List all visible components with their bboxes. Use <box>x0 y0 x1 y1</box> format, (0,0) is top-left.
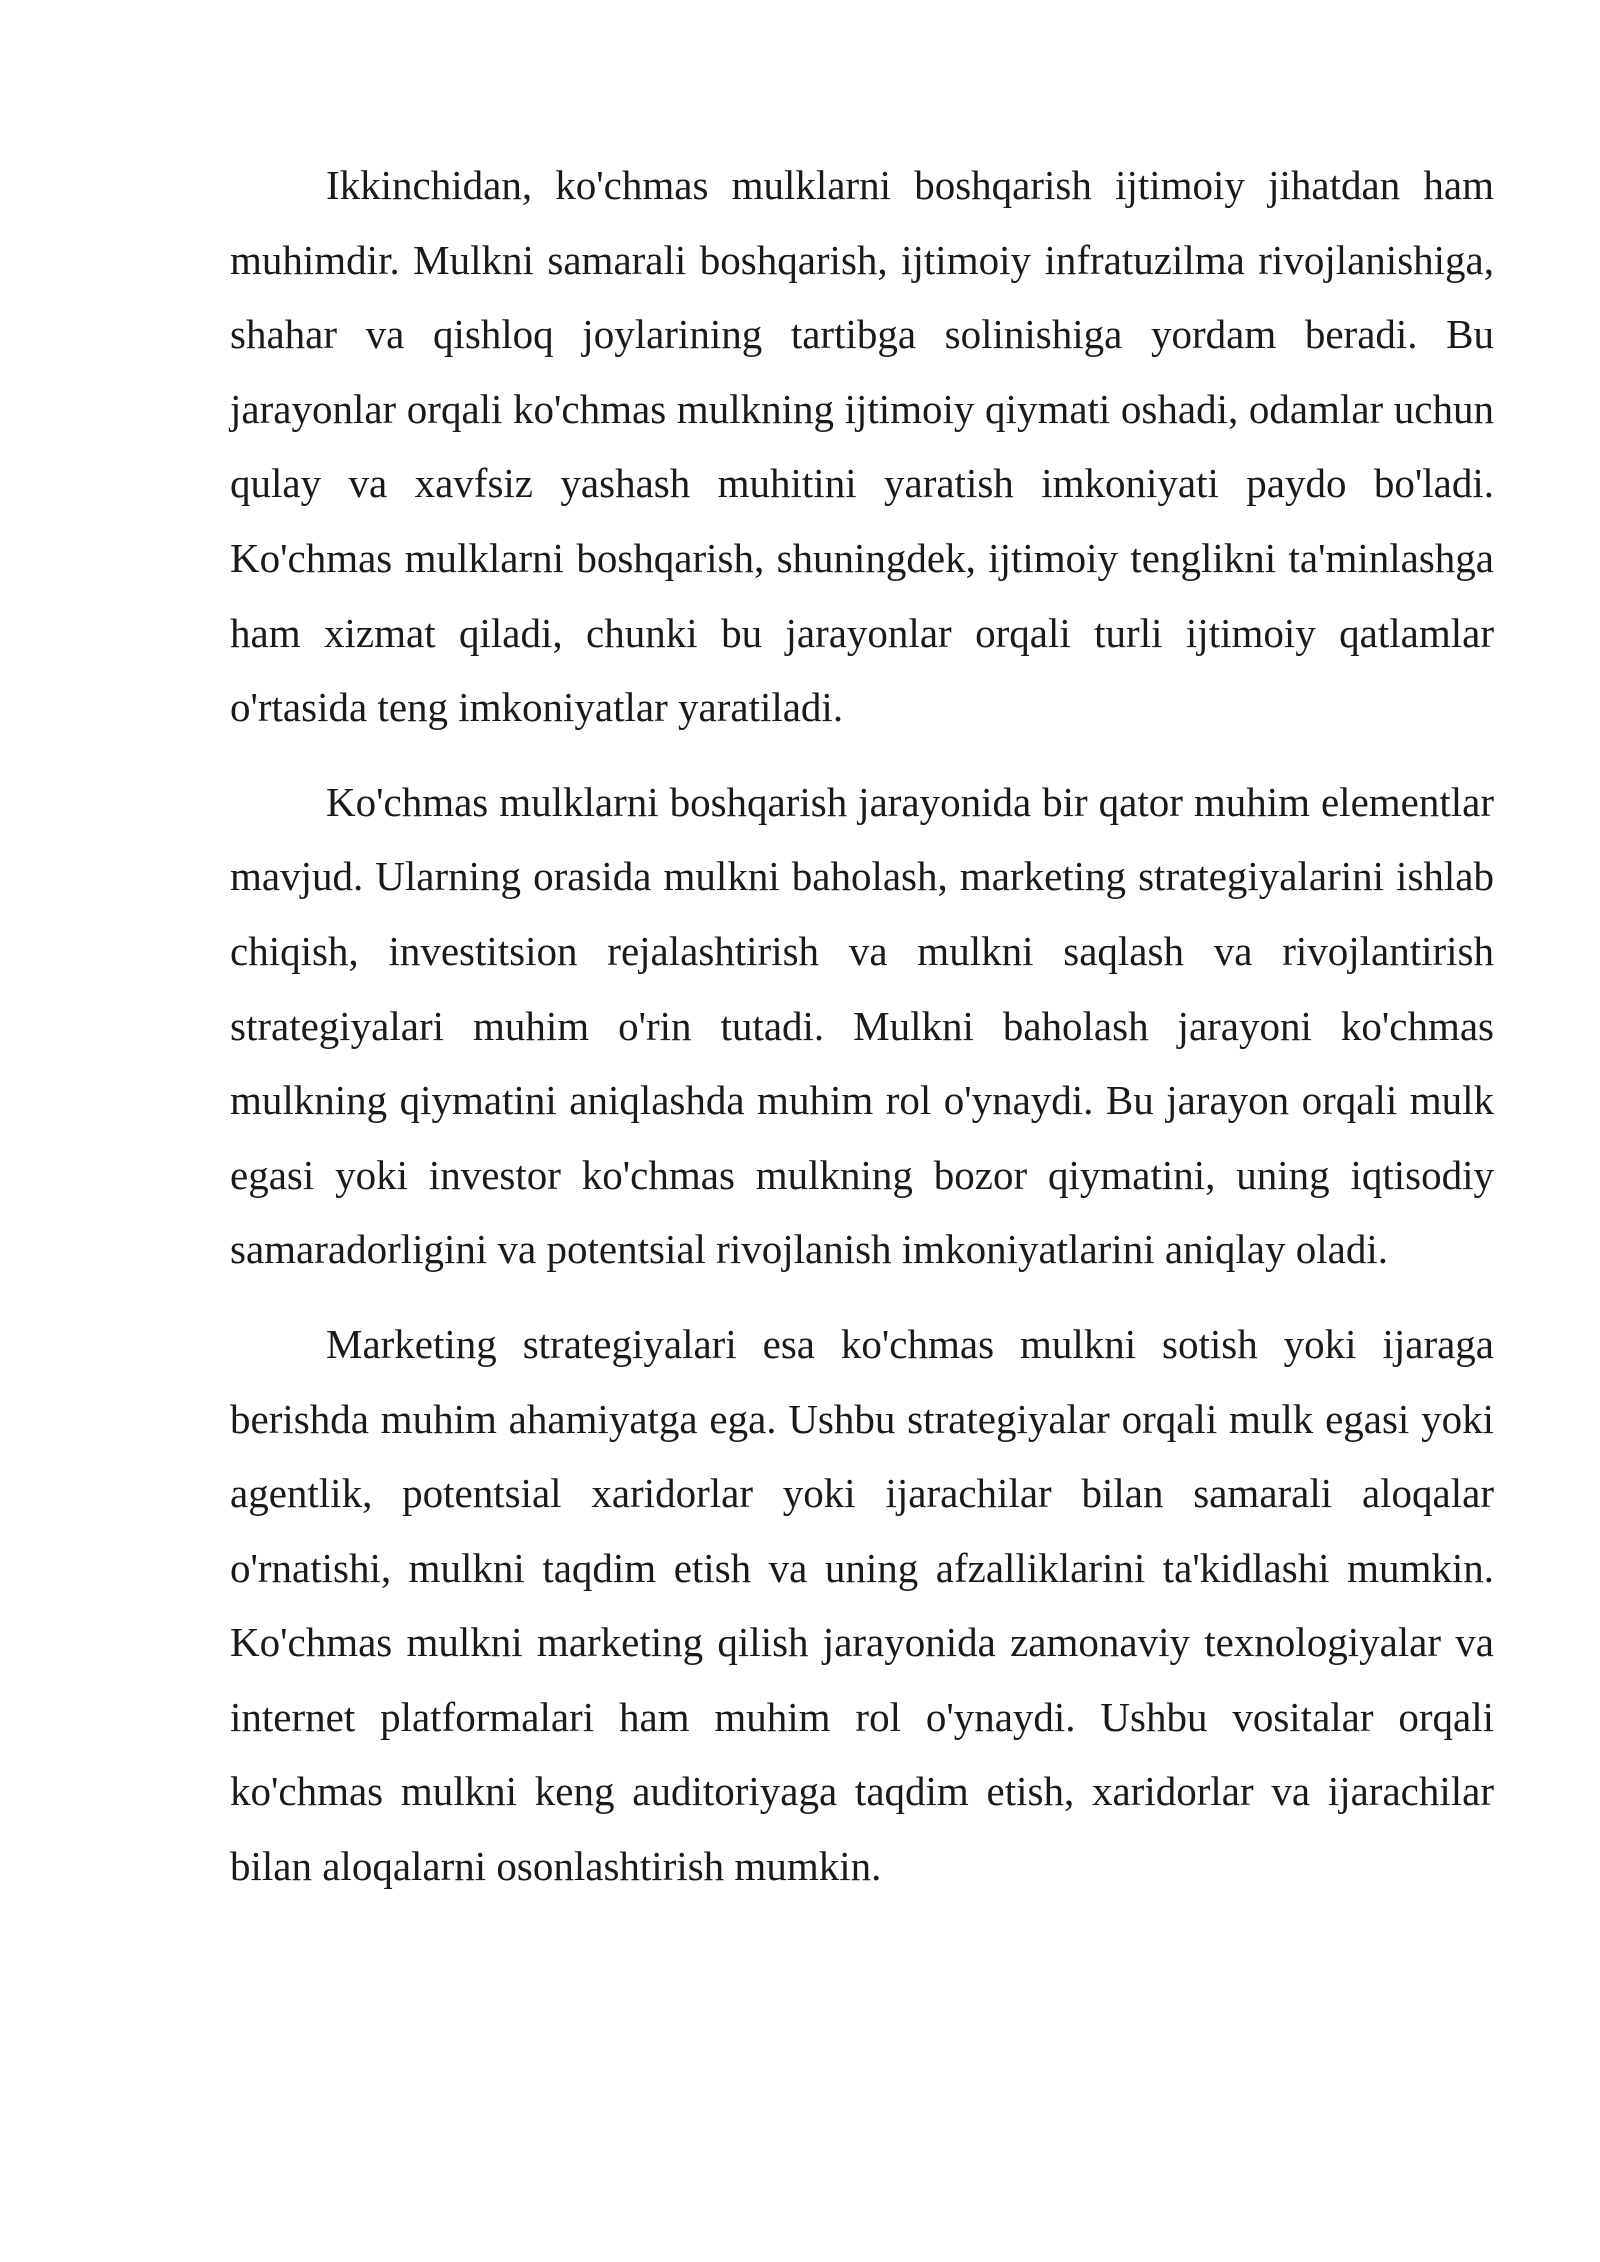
paragraph-social-importance: Ikkinchidan, ko'chmas mulklarni boshqarish ijtimoiy jihatdan ham muhimdir. Mulkni samarali boshqarish, ijtimoiy infratuzilma rivojlanishiga, shahar va qishloq joylarining tartibga solinishiga yordam beradi. Bu jarayonlar orqali ko'chmas mulkning ijtimoiy qiymati oshadi, odamlar uchun qulay va xavfsiz yashash muhitini yaratish imkoniyati paydo bo'ladi. Ko'chmas mulklarni boshqarish, shuningdek, ijtimoiy tenglikni ta'minlashga ham xizmat qiladi, chunki bu jarayonlar orqali turli ijtimoiy qatlamlar o'rtasida teng imkoniyatlar yaratiladi. <box>230 162 1494 731</box>
paragraph-management-elements: Ko'chmas mulklarni boshqarish jarayonida bir qator muhim elementlar mavjud. Ularning orasida mulkni baholash, marketing strategiyalarini ishlab chiqish, investitsion rejalashtirish va mulkni saqlash va rivojlantirish strategiyalari muhim o'rin tutadi. Mulkni baholash jarayoni ko'chmas mulkning qiymatini aniqlashda muhim rol o'ynaydi. Bu jarayon orqali mulk egasi yoki investor ko'chmas mulkning bozor qiymatini, uning iqtisodiy samaradorligini va potentsial rivojlanish imkoniyatlarini aniqlay oladi. <box>230 778 1494 1273</box>
document-body <box>230 148 1494 1924</box>
paragraph-marketing-strategies: Marketing strategiyalari esa ko'chmas mulkni sotish yoki ijaraga berishda muhim ahamiyatga ega. Ushbu strategiyalar orqali mulk egasi yoki agentlik, potentsial xaridorlar yoki ijarachilar bilan samarali aloqalar o'rnatishi, mulkni taqdim etish va uning afzalliklarini ta'kidlashi mumkin. Ko'chmas mulkni marketing qilish jarayonida zamonaviy texnologiyalar va internet platformalari ham muhim rol o'ynaydi. Ushbu vositalar orqali ko'chmas mulkni keng auditoriyaga taqdim etish, xaridorlar va ijarachilar bilan aloqalarni osonlashtirish mumkin. <box>230 1320 1494 1890</box>
